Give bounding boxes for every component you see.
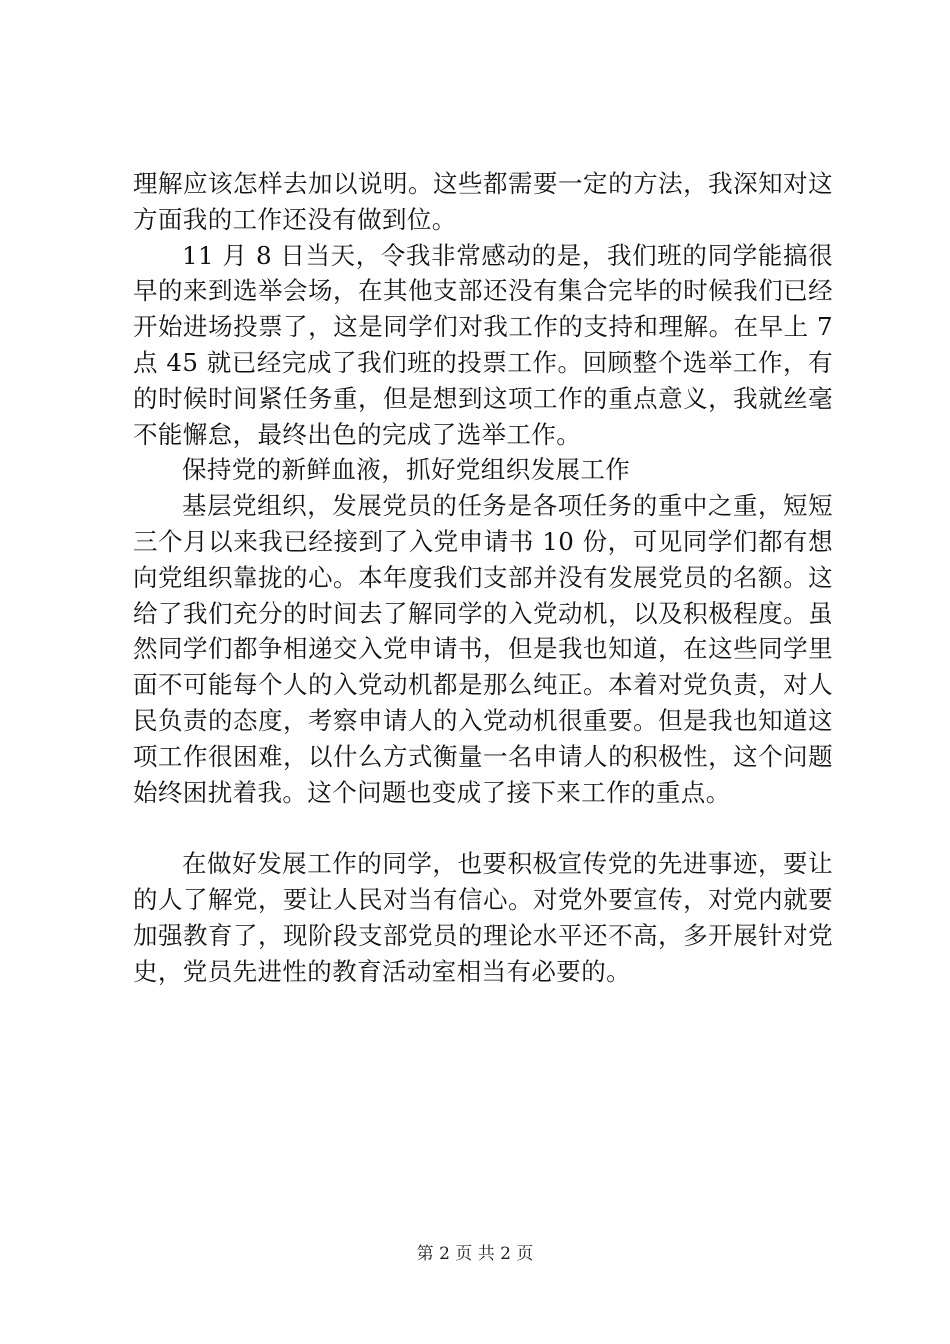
paragraph-4: 在做好发展工作的同学，也要积极宣传党的先进事迹，要让的人了解党，要让人民对当有信心。对党外要宣传，对党内就要加强教育了，现阶段支部党员的理论水平还不高，多开展针对党史，党员先进性的教育活动室相当有必要的。 [133,849,833,986]
paragraph-3: 基层党组织，发展党员的任务是各项任务的重中之重，短短三个月以来我已经接到了入党申请书 10 份，可见同学们都有想向党组织靠拢的心。本年度我们支部并没有发展党员的名额。这给了我们充分的时间去了解同学的入党动机，以及积极程度。虽然同学们都争相递交入党申请书，但是我也知道，在这些同学里面不可能每个人的入党动机都是那么纯正。本着对党负责，对人民负责的态度，考察申请人的入党动机很重要。但是我也知道这项工作很困难，以什么方式衡量一名申请人的积极性，这个问题始终困扰着我。这个问题也变成了接下来工作的重点。 [133,491,833,807]
document-body [133,166,833,990]
paragraph-2: 11 月 8 日当天，令我非常感动的是，我们班的同学能搞很早的来到选举会场，在其他支部还没有集合完毕的时候我们已经开始进场投票了，这是同学们对我工作的支持和理解。在早上 7 点 45 就已经完成了我们班的投票工作。回顾整个选举工作，有的时候时间紧任务重，但是想到这项工作的重点意义，我就丝毫不能懈怠，最终出色的完成了选举工作。 [133,240,833,449]
paragraph-gap [133,810,833,846]
page-number-footer: 第 2 页 共 2 页 [416,1244,534,1264]
paragraph-1: 理解应该怎样去加以说明。这些都需要一定的方法，我深知对这方面我的工作还没有做到位。 [133,169,833,234]
section-heading: 保持党的新鲜血液，抓好党组织发展工作 [182,455,631,485]
